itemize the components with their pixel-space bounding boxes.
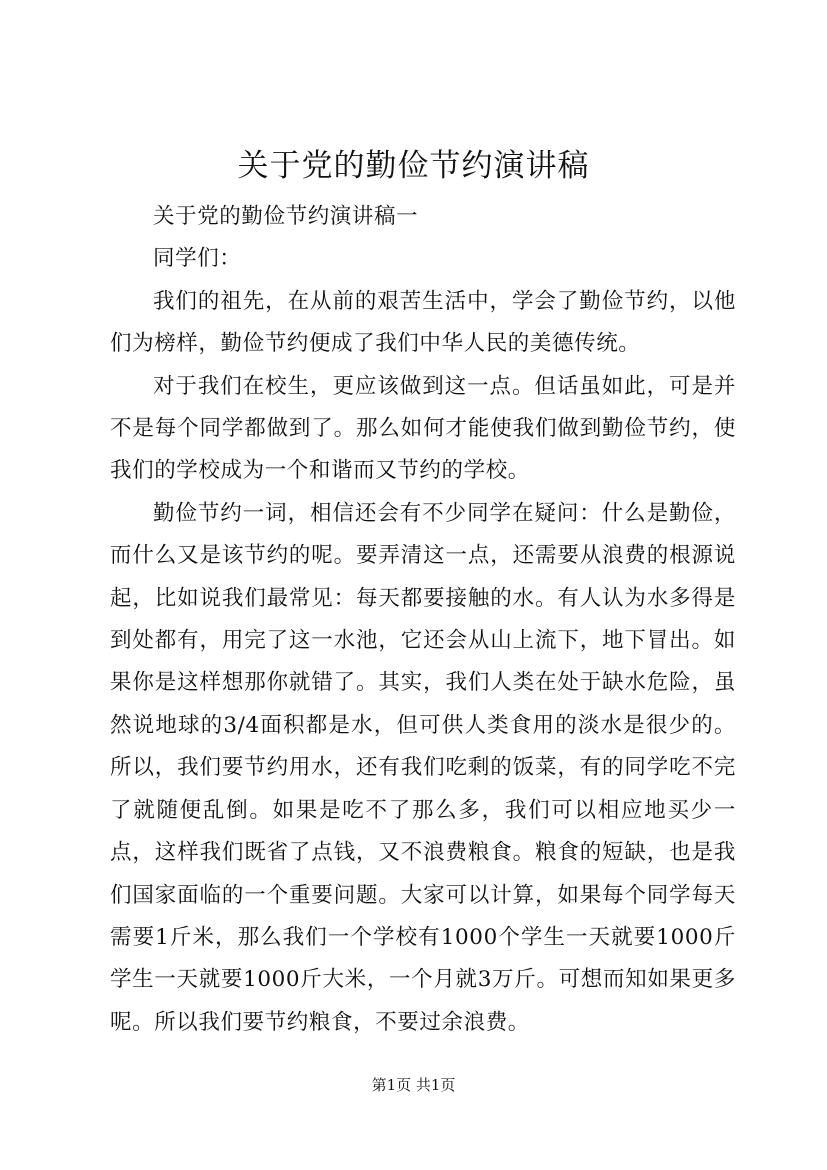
page-footer: 第1页 共1页 [371, 1076, 456, 1094]
document-body [110, 196, 736, 1044]
page-title: 关于党的勤俭节约演讲稿 [237, 148, 590, 184]
paragraph-students: 对于我们在校生，更应该做到这一点。但话虽如此，可是并不是每个同学都做到了。那么如何才能使我们做到勤俭节约，使我们的学校成为一个和谐而又节约的学校。 [110, 373, 736, 484]
paragraph-salutation: 同学们： [153, 246, 242, 272]
paragraph-subtitle: 关于党的勤俭节约演讲稿一 [153, 204, 419, 229]
paragraph-ancestors: 我们的祖先，在从前的艰苦生活中，学会了勤俭节约，以他们为榜样，勤俭节约便成了我们中华人民的美德传统。 [110, 288, 736, 357]
paragraph-water-and-grain: 勤俭节约一词，相信还会有不少同学在疑问：什么是勤俭，而什么又是该节约的呢。要弄清这一点，还需要从浪费的根源说起，比如说我们最常见：每天都要接触的水。有人认为水多得是到处都有，用完了这一水池，它还会从山上流下，地下冒出。如果你是这样想那你就错了。其实，我们人类在处于缺水危险，虽然说地球的3/4面积都是水，但可供人类食用的淡水是很少的。所以，我们要节约用水，还有我们吃剩的饭菜，有的同学吃不完了就随便乱倒。如果是吃不了那么多，我们可以相应地买少一点，这样我们既省了点钱，又不浪费粮食。粮食的短缺，也是我们国家面临的一个重要问题。大家可以计算，如果每个同学每天需要1斤米，那么我们一个学校有1000个学生一天就要1000斤学生一天就要1000斤大米，一个月就3万斤。可想而知如果更多呢。所以我们要节约粮食，不要过余浪费。 [110, 500, 736, 1035]
